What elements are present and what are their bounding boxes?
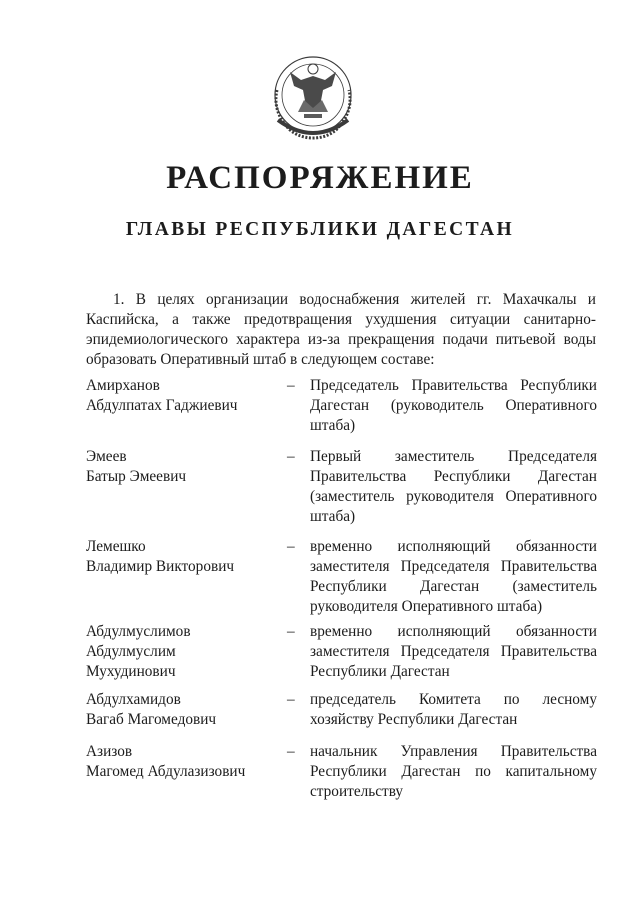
member-given-name: Батыр Эмеевич: [86, 468, 187, 485]
member-given-name: Вагаб Магомедович: [86, 711, 217, 728]
dash: –: [287, 538, 295, 555]
member-given-name: Абдулмуслим Мухудинович: [86, 643, 176, 680]
member-surname: Абдулмуслимов: [86, 623, 191, 640]
dash: –: [287, 448, 295, 465]
member-name: [86, 690, 276, 730]
member-surname: Абдулхамидов: [86, 691, 181, 708]
member-surname: Азизов: [86, 743, 133, 760]
member-role: начальник Управления Правительства Республики Дагестан по капитальному строительству: [310, 743, 597, 800]
member-name: [86, 376, 276, 416]
member-given-name: Абдулпатах Гаджиевич: [86, 397, 238, 414]
member-given-name: Магомед Абдулазизович: [86, 763, 246, 780]
member-name: [86, 742, 276, 782]
member-name: [86, 622, 216, 682]
member-name: [86, 447, 276, 487]
paragraph-1: 1. В целях организации водоснабжения жителей гг. Махачкалы и Каспийска, а также предотвращения ухудшения ситуации санитарно-эпидемиологического характера из-за прекращения подачи питьевой воды образовать Оперативный штаб в следующем составе:: [86, 291, 596, 368]
dash: –: [287, 691, 295, 708]
member-surname: Эмеев: [86, 448, 127, 465]
document-title: РАСПОРЯЖЕНИЕ: [166, 160, 474, 196]
member-role: председатель Комитета по лесному хозяйству Республики Дагестан: [310, 691, 597, 728]
document-subtitle: ГЛАВЫ РЕСПУБЛИКИ ДАГЕСТАН: [125, 219, 515, 240]
member-role: временно исполняющий обязанности заместителя Председателя Правительства Республики Дагестан (заместитель руководителя Оперативного штаба): [310, 538, 597, 615]
member-role: Председатель Правительства Республики Дагестан (руководитель Оперативного штаба): [310, 377, 597, 434]
member-role: временно исполняющий обязанности заместителя Председателя Правительства Республики Дагестан: [310, 623, 597, 680]
dash: –: [287, 743, 295, 760]
coat-of-arms-emblem: [268, 50, 358, 146]
member-surname: Амирханов: [86, 377, 160, 394]
dash: –: [287, 623, 295, 640]
member-surname: Лемешко: [86, 538, 146, 555]
member-given-name: Владимир Викторович: [86, 558, 235, 575]
member-name: [86, 537, 276, 577]
member-role: Первый заместитель Председателя Правительства Республики Дагестан (заместитель руководителя Оперативного штаба): [310, 448, 597, 525]
dash: –: [287, 377, 295, 394]
